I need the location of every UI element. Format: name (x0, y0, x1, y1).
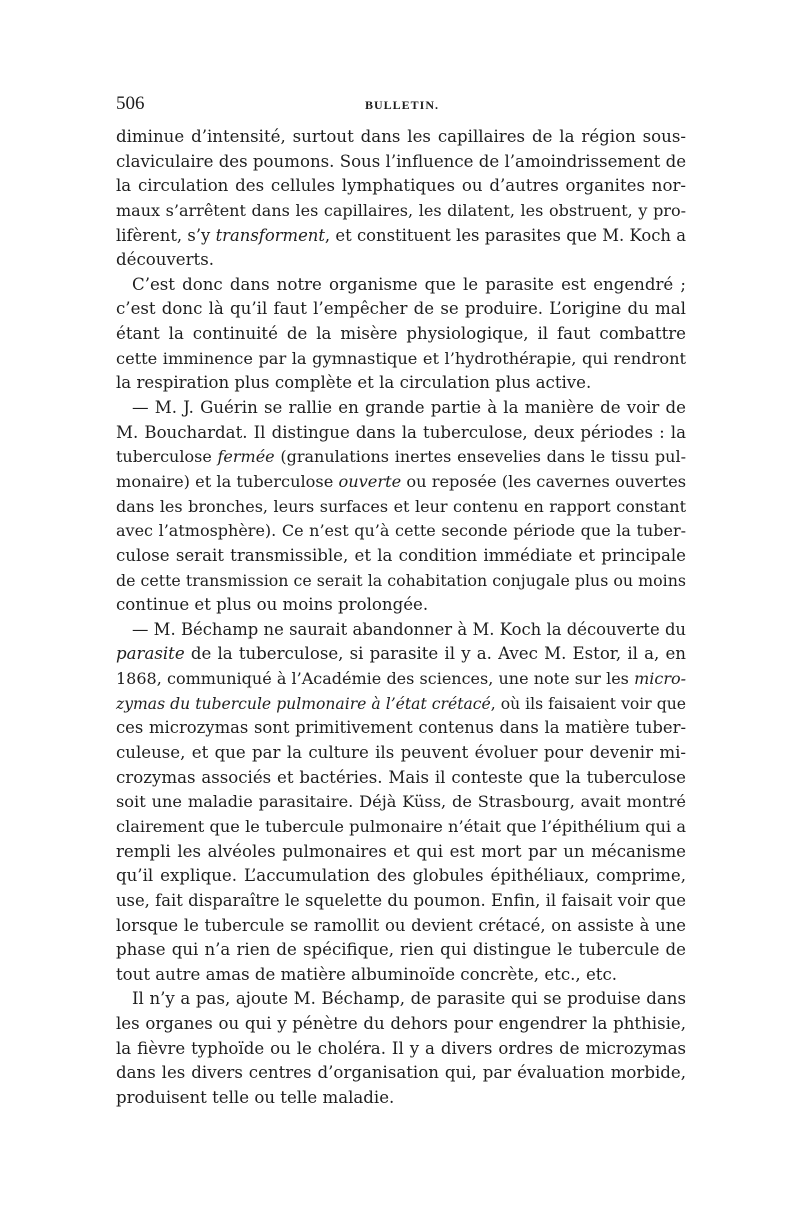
text-segment: la respiration plus complète et la circulation plus active. (116, 373, 592, 393)
text-line (116, 766, 686, 791)
text-line (116, 150, 686, 175)
text-segment: avec l’atmosphère). Ce n’est qu’à cette seconde période que la tuber- (116, 521, 686, 541)
text-segment: ou reposée (les cavernes ouvertes (401, 471, 686, 491)
text-segment: claviculaire des poumons. Sous l’influence de l’amoindrissement de (116, 151, 687, 171)
text-line (116, 347, 686, 372)
italic-text: micro- (634, 669, 686, 689)
text-segment: soit une maladie parasitaire. Déjà Küss, de Strasbourg, avait montré (116, 792, 686, 812)
text-segment: , où ils faisaient voir que (490, 694, 687, 713)
text-line (116, 987, 686, 1012)
page-header (116, 93, 686, 123)
text-segment: la circulation des cellules lymphatiques ou d’autres organites nor- (116, 176, 686, 196)
text-line (116, 174, 686, 199)
text-segment: c’est donc là qu’il faut l’empêcher de se produire. L’origine du mal (116, 299, 686, 319)
text-line (116, 199, 686, 224)
text-segment: la fièvre typhoïde ou le choléra. Il y a divers ordres de microzymas (116, 1038, 686, 1058)
text-line (116, 963, 686, 988)
text-segment: 1868, communiqué à l’Académie des sciences, une note sur les (116, 669, 635, 689)
text-line (116, 569, 686, 594)
text-line (116, 692, 686, 717)
text-segment: les organes ou qui y pénètre du dehors pour engendrer la phthisie, (116, 1014, 686, 1034)
text-line (116, 248, 686, 273)
text-line (116, 396, 686, 421)
text-segment: — M. J. Guérin se rallie en grande partie à la manière de voir de (132, 398, 686, 418)
text-segment: Il n’y a pas, ajoute M. Béchamp, de parasite qui se produise dans (132, 989, 686, 1009)
text-segment: culose serait transmissible, et la condition immédiate et principale (116, 545, 686, 565)
text-line (116, 618, 686, 643)
text-segment: monaire) et la tuberculose (116, 471, 339, 491)
text-line (116, 1086, 686, 1111)
text-line (116, 1061, 686, 1086)
text-segment: — M. Béchamp ne saurait abandonner à M. Koch la découverte du (132, 619, 686, 639)
text-segment: étant la continuité de la misère physiologique, il faut combattre (116, 324, 686, 344)
italic-text: transforment (215, 225, 325, 245)
text-segment: clairement que le tubercule pulmonaire n’était que l’épithélium qui a (116, 816, 686, 836)
text-segment: ces microzymas sont primitivement contenus dans la matière tuber- (116, 718, 686, 738)
text-segment: dans les bronches, leurs surfaces et leur contenu en rapport constant (116, 496, 686, 516)
text-segment: culeuse, et que par la culture ils peuvent évoluer pour devenir mi- (116, 743, 686, 763)
text-segment: (granulations inertes ensevelies dans le tissu pul- (274, 447, 687, 467)
text-segment: qu’il explique. L’accumulation des globules épithéliaux, comprime, (116, 866, 686, 886)
text-segment: de la tuberculose, si parasite il y a. Avec M. Estor, il a, en (184, 644, 686, 664)
text-line (116, 889, 686, 914)
italic-text: fermée (217, 447, 275, 467)
page-number: 506 (116, 93, 145, 114)
text-segment: tuberculose (116, 447, 218, 467)
text-line (116, 914, 686, 939)
text-line (116, 421, 686, 446)
text-segment: tout autre amas de matière albuminoïde concrète, etc., etc. (116, 964, 618, 984)
italic-text: ouverte (338, 471, 402, 491)
text-line (116, 667, 686, 692)
text-segment: crozymas associés et bactéries. Mais il conteste que la tuberculose (116, 767, 686, 787)
text-segment: lorsque le tubercule se ramollit ou devient crétacé, on assiste à une (116, 915, 686, 935)
text-line (116, 371, 686, 396)
text-segment: découverts. (116, 250, 214, 270)
italic-text: parasite (116, 644, 185, 664)
text-line (116, 864, 686, 889)
text-line (116, 1012, 686, 1037)
italic-text: zymas du tubercule pulmonaire à l’état crétacé (116, 694, 491, 713)
text-segment: dans les divers centres d’organisation qui, par évaluation morbide, (116, 1063, 686, 1083)
text-segment: rempli les alvéoles pulmonaires et qui est mort par un mécanisme (116, 841, 686, 861)
body-text (116, 125, 686, 1111)
text-segment: M. Bouchardat. Il distingue dans la tuberculose, deux périodes : la (116, 422, 686, 442)
text-line (116, 297, 686, 322)
text-line (116, 593, 686, 618)
text-line (116, 840, 686, 865)
text-segment: lifèrent, s’y (116, 225, 216, 245)
text-line (116, 273, 686, 298)
text-segment: use, fait disparaître le squelette du poumon. Enfin, il faisait voir que (116, 890, 686, 910)
text-segment: phase qui n’a rien de spécifique, rien qui distingue le tubercule de (116, 940, 686, 960)
text-segment: maux s’arrêtent dans les capillaires, les dilatent, les obstruent, y pro- (116, 200, 686, 220)
text-line (116, 495, 686, 520)
text-line (116, 544, 686, 569)
text-segment: C’est donc dans notre organisme que le parasite est engendré ; (132, 274, 686, 294)
text-line (116, 716, 686, 741)
text-line (116, 224, 686, 249)
text-line (116, 125, 686, 150)
text-line (116, 519, 686, 544)
text-segment: produisent telle ou telle maladie. (116, 1087, 395, 1107)
text-line (116, 470, 686, 495)
text-segment: diminue d’intensité, surtout dans les capillaires de la région sous- (116, 127, 686, 146)
text-line (116, 938, 686, 963)
text-line (116, 445, 686, 470)
text-segment: cette imminence par la gymnastique et l’hydrothérapie, qui rendront (116, 348, 686, 368)
text-segment: , et constituent les parasites que M. Koch a (324, 225, 686, 245)
text-line (116, 790, 686, 815)
running-title: BULLETIN. (365, 98, 440, 112)
text-line (116, 642, 686, 667)
text-segment: continue et plus ou moins prolongée. (116, 595, 429, 615)
text-line (116, 741, 686, 766)
text-line (116, 322, 686, 347)
text-line (116, 815, 686, 840)
text-line (116, 1037, 686, 1062)
text-segment: de cette transmission ce serait la cohabitation conjugale plus ou moins (116, 570, 686, 590)
